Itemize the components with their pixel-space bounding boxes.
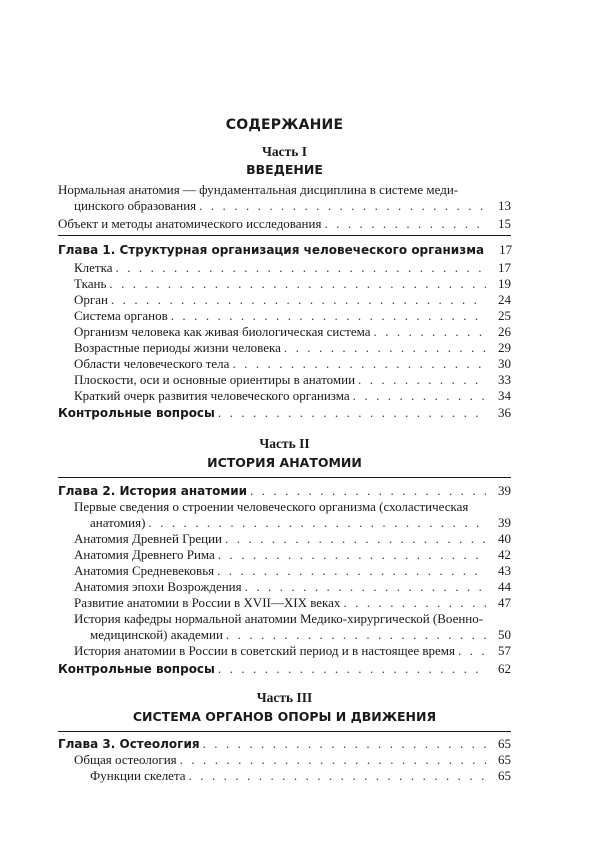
toc-entry bbox=[74, 372, 511, 388]
page-number: 13 bbox=[498, 198, 511, 213]
leader-dots bbox=[374, 324, 486, 340]
page-number: 47 bbox=[498, 595, 511, 610]
chapter-title: Глава 1. Структурная организация человеческого организма bbox=[58, 243, 485, 257]
chapter-entry bbox=[58, 736, 511, 752]
leader-dots bbox=[232, 356, 486, 372]
toc-entry-text: История анатомии в России в советский период и в настоящее время bbox=[74, 643, 455, 658]
toc-entry bbox=[74, 531, 511, 547]
page-number: 44 bbox=[498, 579, 511, 594]
toc-entry bbox=[58, 216, 511, 232]
leader-dots bbox=[284, 340, 486, 356]
leader-dots bbox=[171, 308, 486, 324]
toc-entry bbox=[90, 627, 511, 643]
leader-dots bbox=[358, 372, 486, 388]
questions-title: Контрольные вопросы bbox=[58, 662, 215, 676]
part-label: Часть III bbox=[256, 690, 313, 705]
leader-dots bbox=[458, 643, 486, 659]
leader-dots bbox=[203, 736, 486, 752]
toc-entry bbox=[74, 547, 511, 563]
toc-entry bbox=[74, 260, 511, 276]
leader-dots bbox=[218, 661, 486, 677]
page-number: 43 bbox=[498, 563, 511, 578]
toc-entry bbox=[74, 356, 511, 372]
toc-entry-text: Области человеческого тела bbox=[74, 356, 230, 371]
leader-dots bbox=[218, 547, 486, 563]
toc-entry-line: Первые сведения о строении человеческого организма (схоластическая bbox=[74, 499, 469, 514]
toc-entry bbox=[74, 308, 511, 324]
part-title: СИСТЕМА ОРГАНОВ ОПОРЫ И ДВИЖЕНИЯ bbox=[132, 709, 437, 724]
page-number: 65 bbox=[498, 768, 511, 783]
toc-entry-line: Нормальная анатомия — фундаментальная дисциплина в системе меди- bbox=[58, 182, 459, 197]
toc-entry bbox=[74, 579, 511, 595]
leader-dots bbox=[324, 216, 486, 232]
page-number: 65 bbox=[498, 752, 511, 767]
page-number: 30 bbox=[498, 356, 511, 371]
page-number: 40 bbox=[498, 531, 511, 546]
toc-entry-text: Организм человека как живая биологическая система bbox=[74, 324, 371, 339]
toc-entry bbox=[74, 563, 511, 579]
leader-dots bbox=[148, 515, 486, 531]
page-number: 42 bbox=[498, 547, 511, 562]
page-number: 33 bbox=[498, 372, 511, 387]
page-number: 39 bbox=[498, 483, 511, 498]
toc-entry-text: Ткань bbox=[74, 276, 107, 291]
toc-entry-text: медицинской) академии bbox=[90, 627, 223, 642]
page-number: 19 bbox=[498, 276, 511, 291]
page-number: 36 bbox=[498, 405, 511, 420]
toc-entry-text: Плоскости, оси и основные ориентиры в анатомии bbox=[74, 372, 356, 387]
toc-entry-text: Анатомия эпохи Возрождения bbox=[74, 579, 242, 594]
toc-entry bbox=[74, 388, 511, 404]
toc-entry bbox=[90, 515, 511, 531]
leader-dots bbox=[199, 198, 486, 214]
questions-entry bbox=[58, 405, 511, 421]
page-number: 34 bbox=[498, 388, 511, 403]
toc-entry bbox=[74, 595, 511, 611]
toc-title: СОДЕРЖАНИЕ bbox=[225, 117, 344, 133]
toc-entry bbox=[90, 768, 511, 784]
toc-entry-text: Анатомия Древнего Рима bbox=[74, 547, 215, 562]
toc-entry-text: Система органов bbox=[74, 308, 168, 323]
page-number: 26 bbox=[498, 324, 511, 339]
leader-dots bbox=[180, 752, 486, 768]
toc-entry-text: Возрастные периоды жизни человека bbox=[74, 340, 281, 355]
leader-dots bbox=[116, 260, 487, 276]
toc-entry-text: Объект и методы анатомического исследования bbox=[58, 216, 322, 231]
toc-entry-text: Общая остеология bbox=[74, 752, 177, 767]
toc-entry bbox=[74, 643, 511, 659]
toc-entry-text: цинского образования bbox=[74, 198, 197, 213]
page-number: 25 bbox=[498, 308, 511, 323]
part-title: ИСТОРИЯ АНАТОМИИ bbox=[207, 455, 362, 470]
toc-entry-text: Анатомия Средневековья bbox=[74, 563, 215, 578]
divider bbox=[58, 731, 511, 732]
leader-dots bbox=[245, 579, 486, 595]
leader-dots bbox=[217, 563, 486, 579]
leader-dots bbox=[111, 292, 486, 308]
toc-entry bbox=[74, 340, 511, 356]
leader-dots bbox=[353, 388, 486, 404]
questions-entry bbox=[58, 661, 511, 677]
toc-entry-text: Функции скелета bbox=[90, 768, 186, 783]
page-number: 57 bbox=[498, 643, 511, 658]
toc-entry-text: Анатомия Древней Греции bbox=[74, 531, 223, 546]
part-title: ВВЕДЕНИЕ bbox=[246, 162, 323, 177]
part-label: Часть II bbox=[259, 436, 310, 451]
chapter-entry bbox=[58, 483, 511, 499]
leader-dots bbox=[218, 405, 486, 421]
questions-title: Контрольные вопросы bbox=[58, 406, 215, 420]
part-label: Часть I bbox=[261, 144, 308, 159]
toc-entry-text: Развитие анатомии в России в XVII—XIX веках bbox=[74, 595, 341, 610]
page-number: 65 bbox=[498, 736, 511, 751]
page-number: 62 bbox=[498, 661, 511, 676]
page-number: 24 bbox=[498, 292, 511, 307]
toc-entry-text: анатомия) bbox=[90, 515, 146, 530]
toc-entry-line: История кафедры нормальной анатомии Медико-хирургической (Военно- bbox=[74, 611, 484, 626]
divider bbox=[58, 477, 511, 478]
leader-dots bbox=[226, 627, 486, 643]
page-number: 50 bbox=[498, 627, 511, 642]
divider bbox=[58, 235, 511, 236]
page-number: 17 bbox=[498, 260, 511, 275]
toc-entry bbox=[74, 324, 511, 340]
leader-dots bbox=[225, 531, 486, 547]
leader-dots bbox=[250, 483, 486, 499]
leader-dots bbox=[109, 276, 486, 292]
toc-entry bbox=[74, 752, 511, 768]
toc-entry-text: Клетка bbox=[74, 260, 113, 275]
page-number: 15 bbox=[498, 216, 511, 231]
page-number: 17 bbox=[499, 242, 513, 257]
page-number: 39 bbox=[498, 515, 511, 530]
page-number: 29 bbox=[498, 340, 511, 355]
leader-dots bbox=[343, 595, 486, 611]
toc-entry-text: Орган bbox=[74, 292, 108, 307]
leader-dots bbox=[189, 768, 486, 784]
chapter-entry bbox=[58, 242, 511, 258]
toc-entry bbox=[74, 292, 511, 308]
toc-entry bbox=[74, 198, 511, 214]
toc-entry bbox=[74, 276, 511, 292]
chapter-title: Глава 2. История анатомии bbox=[58, 484, 248, 498]
toc-entry-text: Краткий очерк развития человеческого организма bbox=[74, 388, 350, 403]
chapter-title: Глава 3. Остеология bbox=[58, 737, 200, 751]
